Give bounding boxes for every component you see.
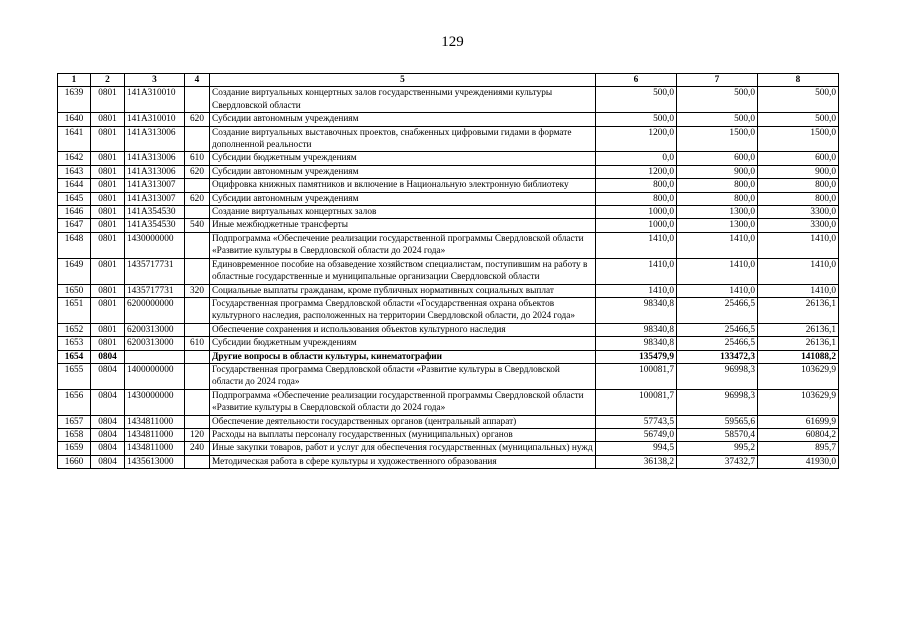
amount-year1-cell: 994,5 <box>596 442 677 455</box>
amount-year3-cell: 141088,2 <box>758 350 839 363</box>
amount-year2-cell: 800,0 <box>677 179 758 192</box>
amount-year1-cell: 800,0 <box>596 192 677 205</box>
amount-year1-cell: 100081,7 <box>596 389 677 415</box>
amount-year1-cell: 98340,8 <box>596 297 677 323</box>
header-col-1: 1 <box>58 74 91 87</box>
section-code-cell: 0801 <box>91 258 125 284</box>
item-name-cell: Создание виртуальных выставочных проектов, снабженных цифровыми гидами в формате дополненной реальности <box>210 126 596 152</box>
expense-type-cell <box>185 258 210 284</box>
section-code-cell: 0801 <box>91 192 125 205</box>
row-number-cell: 1639 <box>58 87 91 113</box>
section-code-cell: 0804 <box>91 428 125 441</box>
table-row <box>58 206 839 219</box>
row-number-cell: 1659 <box>58 442 91 455</box>
table-row <box>58 284 839 297</box>
amount-year3-cell: 800,0 <box>758 192 839 205</box>
expense-type-cell <box>185 179 210 192</box>
target-article-cell: 141A354530 <box>125 206 185 219</box>
budget-table <box>57 73 839 469</box>
row-number-cell: 1649 <box>58 258 91 284</box>
amount-year2-cell: 995,2 <box>677 442 758 455</box>
section-code-cell: 0801 <box>91 232 125 258</box>
row-number-cell: 1642 <box>58 152 91 165</box>
amount-year2-cell: 1500,0 <box>677 126 758 152</box>
table-body <box>58 87 839 469</box>
table-row <box>58 152 839 165</box>
table-row <box>58 455 839 468</box>
table-row <box>58 323 839 336</box>
amount-year2-cell: 96998,3 <box>677 363 758 389</box>
section-code-cell: 0801 <box>91 165 125 178</box>
amount-year1-cell: 500,0 <box>596 87 677 113</box>
amount-year3-cell: 26136,1 <box>758 297 839 323</box>
table-row <box>58 192 839 205</box>
section-code-cell: 0801 <box>91 337 125 350</box>
row-number-cell: 1654 <box>58 350 91 363</box>
amount-year3-cell: 895,7 <box>758 442 839 455</box>
item-name-cell: Государственная программа Свердловской области «Развитие культуры в Свердловской области до 2024 года» <box>210 363 596 389</box>
table-row <box>58 337 839 350</box>
target-article-cell: 141A354530 <box>125 219 185 232</box>
row-number-cell: 1652 <box>58 323 91 336</box>
table-row <box>58 87 839 113</box>
target-article-cell: 141A310010 <box>125 87 185 113</box>
target-article-cell: 141A313007 <box>125 179 185 192</box>
target-article-cell: 1434811000 <box>125 428 185 441</box>
section-code-cell: 0801 <box>91 284 125 297</box>
target-article-cell: 1435717731 <box>125 284 185 297</box>
amount-year2-cell: 1300,0 <box>677 219 758 232</box>
amount-year1-cell: 135479,9 <box>596 350 677 363</box>
amount-year3-cell: 26136,1 <box>758 337 839 350</box>
amount-year2-cell: 1300,0 <box>677 206 758 219</box>
section-code-cell: 0804 <box>91 455 125 468</box>
expense-type-cell: 620 <box>185 113 210 126</box>
item-name-cell: Методическая работа в сфере культуры и художественного образования <box>210 455 596 468</box>
row-number-cell: 1643 <box>58 165 91 178</box>
amount-year2-cell: 96998,3 <box>677 389 758 415</box>
row-number-cell: 1646 <box>58 206 91 219</box>
amount-year3-cell: 900,0 <box>758 165 839 178</box>
target-article-cell: 141A313006 <box>125 165 185 178</box>
header-col-7: 7 <box>677 74 758 87</box>
target-article-cell: 1430000000 <box>125 389 185 415</box>
amount-year2-cell: 25466,5 <box>677 323 758 336</box>
row-number-cell: 1640 <box>58 113 91 126</box>
expense-type-cell <box>185 232 210 258</box>
amount-year3-cell: 1410,0 <box>758 258 839 284</box>
header-col-5: 5 <box>210 74 596 87</box>
amount-year1-cell: 1410,0 <box>596 258 677 284</box>
item-name-cell: Субсидии автономным учреждениям <box>210 113 596 126</box>
amount-year3-cell: 60804,2 <box>758 428 839 441</box>
header-col-2: 2 <box>91 74 125 87</box>
section-code-cell: 0801 <box>91 297 125 323</box>
item-name-cell: Социальные выплаты гражданам, кроме публичных нормативных социальных выплат <box>210 284 596 297</box>
amount-year1-cell: 1410,0 <box>596 284 677 297</box>
target-article-cell: 1400000000 <box>125 363 185 389</box>
item-name-cell: Иные закупки товаров, работ и услуг для обеспечения государственных (муниципальных) нужд <box>210 442 596 455</box>
amount-year2-cell: 59565,6 <box>677 415 758 428</box>
section-code-cell: 0804 <box>91 363 125 389</box>
amount-year2-cell: 1410,0 <box>677 284 758 297</box>
target-article-cell: 6200000000 <box>125 297 185 323</box>
section-code-cell: 0801 <box>91 113 125 126</box>
expense-type-cell <box>185 389 210 415</box>
amount-year2-cell: 37432,7 <box>677 455 758 468</box>
row-number-cell: 1650 <box>58 284 91 297</box>
target-article-cell: 1435613000 <box>125 455 185 468</box>
table-row <box>58 442 839 455</box>
table-row <box>58 126 839 152</box>
amount-year1-cell: 100081,7 <box>596 363 677 389</box>
amount-year1-cell: 98340,8 <box>596 337 677 350</box>
expense-type-cell: 320 <box>185 284 210 297</box>
item-name-cell: Субсидии бюджетным учреждениям <box>210 152 596 165</box>
item-name-cell: Оцифровка книжных памятников и включение в Национальную электронную библиотеку <box>210 179 596 192</box>
section-code-cell: 0801 <box>91 152 125 165</box>
amount-year1-cell: 56749,0 <box>596 428 677 441</box>
header-col-3: 3 <box>125 74 185 87</box>
target-article-cell <box>125 350 185 363</box>
row-number-cell: 1656 <box>58 389 91 415</box>
amount-year2-cell: 25466,5 <box>677 337 758 350</box>
expense-type-cell <box>185 126 210 152</box>
expense-type-cell <box>185 350 210 363</box>
section-code-cell: 0801 <box>91 323 125 336</box>
expense-type-cell: 620 <box>185 165 210 178</box>
target-article-cell: 1434811000 <box>125 442 185 455</box>
section-code-cell: 0801 <box>91 219 125 232</box>
section-code-cell: 0804 <box>91 415 125 428</box>
amount-year2-cell: 133472,3 <box>677 350 758 363</box>
amount-year3-cell: 3300,0 <box>758 206 839 219</box>
expense-type-cell <box>185 87 210 113</box>
amount-year1-cell: 1000,0 <box>596 206 677 219</box>
amount-year3-cell: 1500,0 <box>758 126 839 152</box>
amount-year1-cell: 57743,5 <box>596 415 677 428</box>
target-article-cell: 141A313007 <box>125 192 185 205</box>
expense-type-cell: 620 <box>185 192 210 205</box>
header-col-6: 6 <box>596 74 677 87</box>
page-number: 129 <box>441 34 464 50</box>
amount-year1-cell: 1200,0 <box>596 126 677 152</box>
item-name-cell: Создание виртуальных концертных залов государственными учреждениями культуры Свердловской области <box>210 87 596 113</box>
amount-year3-cell: 1410,0 <box>758 284 839 297</box>
amount-year1-cell: 1410,0 <box>596 232 677 258</box>
target-article-cell: 141A313006 <box>125 126 185 152</box>
table-row <box>58 415 839 428</box>
table-row <box>58 232 839 258</box>
amount-year3-cell: 800,0 <box>758 179 839 192</box>
header-col-4: 4 <box>185 74 210 87</box>
expense-type-cell <box>185 415 210 428</box>
table-row <box>58 363 839 389</box>
amount-year2-cell: 900,0 <box>677 165 758 178</box>
table-row <box>58 165 839 178</box>
amount-year2-cell: 500,0 <box>677 87 758 113</box>
row-number-cell: 1658 <box>58 428 91 441</box>
header-col-8: 8 <box>758 74 839 87</box>
table-row <box>58 179 839 192</box>
amount-year3-cell: 500,0 <box>758 113 839 126</box>
amount-year2-cell: 58570,4 <box>677 428 758 441</box>
section-code-cell: 0801 <box>91 87 125 113</box>
expense-type-cell: 240 <box>185 442 210 455</box>
target-article-cell: 6200313000 <box>125 323 185 336</box>
row-number-cell: 1641 <box>58 126 91 152</box>
amount-year1-cell: 800,0 <box>596 179 677 192</box>
table-row <box>58 297 839 323</box>
row-number-cell: 1657 <box>58 415 91 428</box>
section-code-cell: 0801 <box>91 206 125 219</box>
row-number-cell: 1648 <box>58 232 91 258</box>
amount-year3-cell: 41930,0 <box>758 455 839 468</box>
item-name-cell: Государственная программа Свердловской области «Государственная охрана объектов культурного наследия, расположенных на территории Свердловской области, до 2024 года» <box>210 297 596 323</box>
table-row <box>58 258 839 284</box>
item-name-cell: Субсидии автономным учреждениям <box>210 165 596 178</box>
amount-year3-cell: 600,0 <box>758 152 839 165</box>
expense-type-cell: 610 <box>185 337 210 350</box>
table-row <box>58 113 839 126</box>
target-article-cell: 1435717731 <box>125 258 185 284</box>
section-code-cell: 0804 <box>91 350 125 363</box>
amount-year3-cell: 500,0 <box>758 87 839 113</box>
table-row <box>58 389 839 415</box>
item-name-cell: Иные межбюджетные трансферты <box>210 219 596 232</box>
table-row <box>58 350 839 363</box>
section-code-cell: 0804 <box>91 442 125 455</box>
expense-type-cell <box>185 323 210 336</box>
expense-type-cell <box>185 206 210 219</box>
amount-year2-cell: 1410,0 <box>677 258 758 284</box>
expense-type-cell <box>185 297 210 323</box>
item-name-cell: Подпрограмма «Обеспечение реализации государственной программы Свердловской области «Развитие культуры в Свердловской области до 2024 года» <box>210 232 596 258</box>
row-number-cell: 1645 <box>58 192 91 205</box>
amount-year3-cell: 103629,9 <box>758 389 839 415</box>
section-code-cell: 0804 <box>91 389 125 415</box>
amount-year3-cell: 1410,0 <box>758 232 839 258</box>
target-article-cell: 1430000000 <box>125 232 185 258</box>
expense-type-cell <box>185 455 210 468</box>
item-name-cell: Создание виртуальных концертных залов <box>210 206 596 219</box>
amount-year3-cell: 26136,1 <box>758 323 839 336</box>
section-code-cell: 0801 <box>91 126 125 152</box>
target-article-cell: 141A313006 <box>125 152 185 165</box>
amount-year1-cell: 1000,0 <box>596 219 677 232</box>
amount-year2-cell: 25466,5 <box>677 297 758 323</box>
section-code-cell: 0801 <box>91 179 125 192</box>
target-article-cell: 1434811000 <box>125 415 185 428</box>
amount-year2-cell: 1410,0 <box>677 232 758 258</box>
row-number-cell: 1651 <box>58 297 91 323</box>
target-article-cell: 6200313000 <box>125 337 185 350</box>
target-article-cell: 141A310010 <box>125 113 185 126</box>
table-header-row <box>58 74 839 87</box>
amount-year1-cell: 98340,8 <box>596 323 677 336</box>
row-number-cell: 1647 <box>58 219 91 232</box>
amount-year1-cell: 1200,0 <box>596 165 677 178</box>
table-row <box>58 428 839 441</box>
amount-year2-cell: 800,0 <box>677 192 758 205</box>
row-number-cell: 1655 <box>58 363 91 389</box>
amount-year3-cell: 103629,9 <box>758 363 839 389</box>
amount-year1-cell: 36138,2 <box>596 455 677 468</box>
item-name-cell: Единовременное пособие на обзаведение хозяйством специалистам, поступившим на работу в областные государственные и муниципальные организации Свердловской области <box>210 258 596 284</box>
item-name-cell: Другие вопросы в области культуры, кинематографии <box>210 350 596 363</box>
item-name-cell: Субсидии автономным учреждениям <box>210 192 596 205</box>
item-name-cell: Обеспечение сохранения и использования объектов культурного наследия <box>210 323 596 336</box>
table-row <box>58 219 839 232</box>
expense-type-cell: 540 <box>185 219 210 232</box>
item-name-cell: Подпрограмма «Обеспечение реализации государственной программы Свердловской области «Развитие культуры в Свердловской области до 2024 года» <box>210 389 596 415</box>
amount-year2-cell: 600,0 <box>677 152 758 165</box>
row-number-cell: 1653 <box>58 337 91 350</box>
amount-year1-cell: 500,0 <box>596 113 677 126</box>
amount-year2-cell: 500,0 <box>677 113 758 126</box>
expense-type-cell <box>185 363 210 389</box>
item-name-cell: Обеспечение деятельности государственных органов (центральный аппарат) <box>210 415 596 428</box>
amount-year3-cell: 61699,9 <box>758 415 839 428</box>
item-name-cell: Субсидии бюджетным учреждениям <box>210 337 596 350</box>
amount-year3-cell: 3300,0 <box>758 219 839 232</box>
row-number-cell: 1644 <box>58 179 91 192</box>
expense-type-cell: 610 <box>185 152 210 165</box>
expense-type-cell: 120 <box>185 428 210 441</box>
amount-year1-cell: 0,0 <box>596 152 677 165</box>
item-name-cell: Расходы на выплаты персоналу государственных (муниципальных) органов <box>210 428 596 441</box>
row-number-cell: 1660 <box>58 455 91 468</box>
